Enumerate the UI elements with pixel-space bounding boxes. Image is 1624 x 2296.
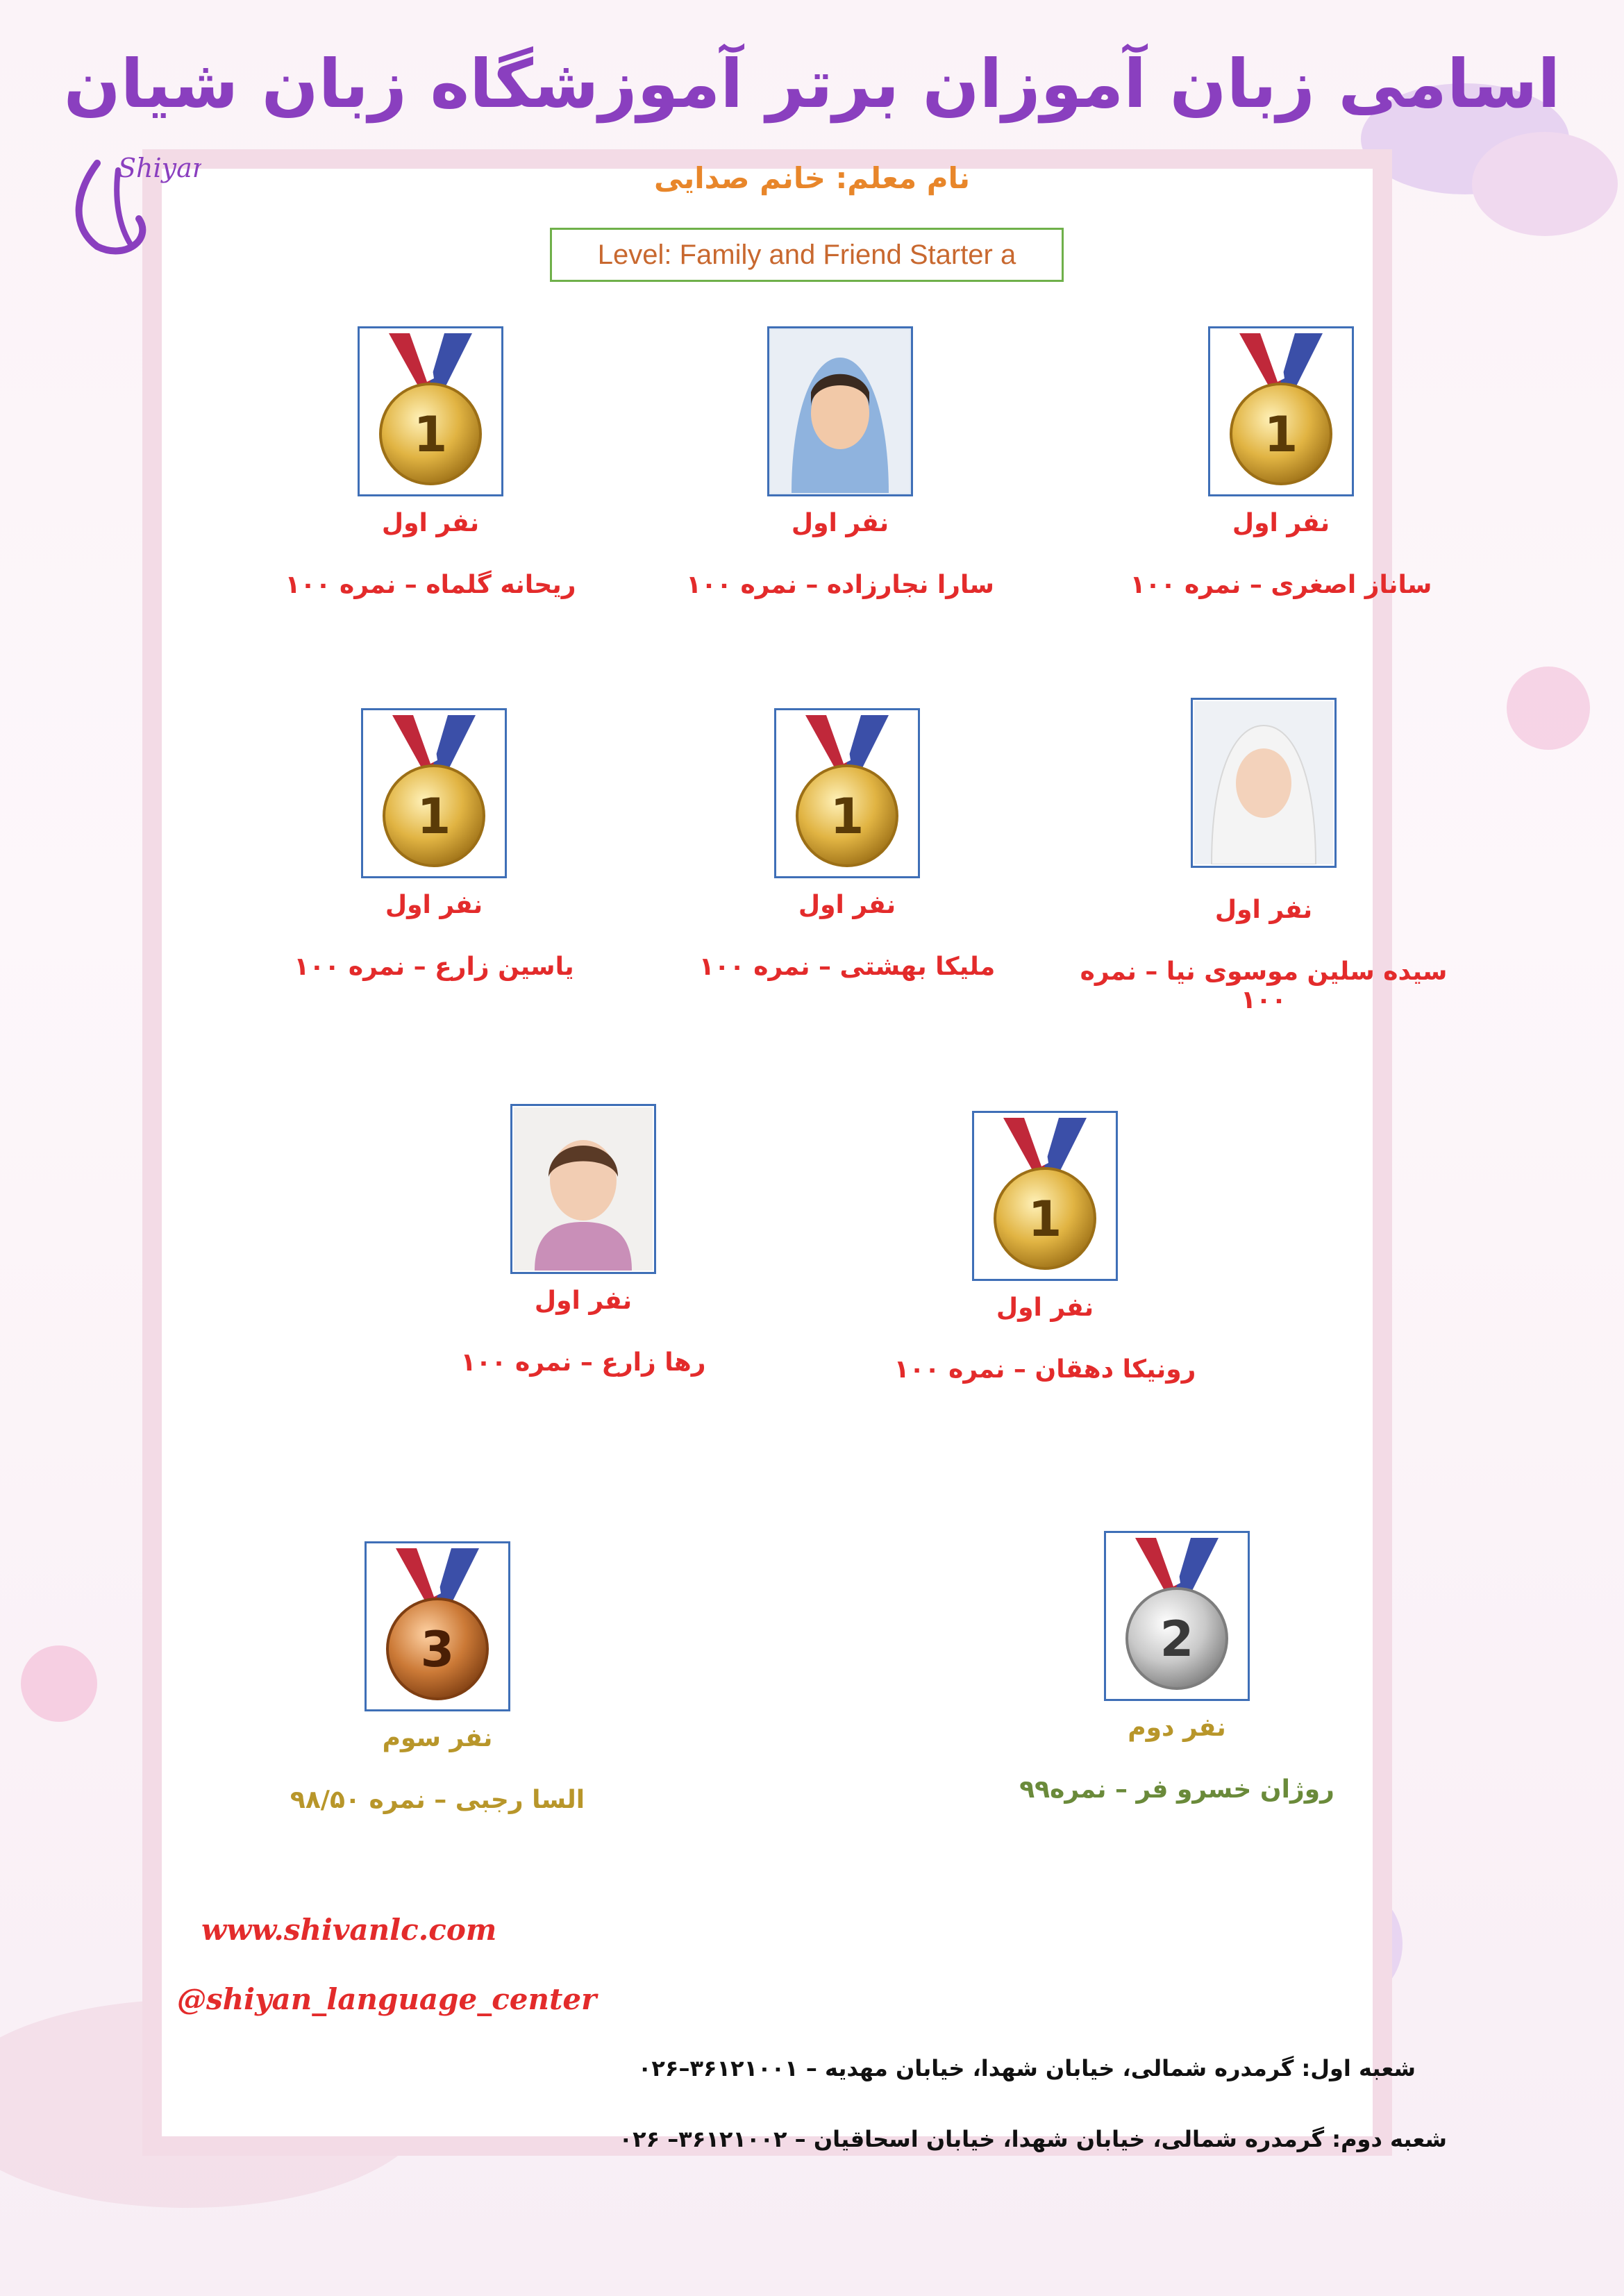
- svg-text:Shiyan: Shiyan: [118, 153, 201, 183]
- student-card: [226, 708, 642, 981]
- silver-medal-icon: [1104, 1531, 1250, 1701]
- student-name-score: روژان خسرو فر – نمره۹۹: [1019, 1775, 1334, 1804]
- student-card: [375, 1104, 792, 1377]
- balloon-decoration: [21, 1645, 97, 1722]
- svg-text:1: 1: [830, 788, 864, 845]
- student-card: [639, 708, 1055, 981]
- student-photo: [767, 326, 913, 496]
- svg-text:1: 1: [1264, 406, 1298, 463]
- balloon-decoration: [1507, 667, 1590, 750]
- website-link[interactable]: www.shivanlc.com: [201, 1913, 497, 1947]
- student-card: [1073, 326, 1489, 599]
- branch-address-1: شعبه اول: گرمدره شمالی، خیابان شهدا، خیابان مهدیه – ۳۶۱۲۱۰۰۱–۰۲۶: [637, 2055, 1416, 2081]
- svg-text:2: 2: [1160, 1611, 1194, 1668]
- student-card: [222, 326, 639, 599]
- gold-medal-icon: [1208, 326, 1354, 496]
- level-box: Level: Family and Friend Starter a: [550, 228, 1064, 282]
- student-rank: نفر اول: [381, 509, 480, 537]
- svg-text:1: 1: [413, 406, 448, 463]
- student-name-score: ملیکا بهشتی – نمره ۱۰۰: [698, 953, 996, 981]
- student-name-score: سیده سلین موسوی نیا – نمره ۱۰۰: [1080, 957, 1448, 1014]
- student-card: [969, 1531, 1385, 1804]
- student-card: [229, 1541, 646, 1814]
- student-rank: نفر اول: [534, 1287, 633, 1315]
- student-rank: نفر اول: [996, 1293, 1094, 1322]
- bronze-medal-icon: [365, 1541, 510, 1711]
- instagram-handle[interactable]: @shiyan_language_center: [177, 1982, 597, 2016]
- student-card: [837, 1111, 1253, 1384]
- gold-medal-icon: [972, 1111, 1118, 1281]
- student-rank: نفر اول: [1232, 509, 1330, 537]
- student-card: [1055, 698, 1472, 1014]
- student-rank: نفر دوم: [1128, 1713, 1226, 1742]
- gold-medal-icon: [774, 708, 920, 878]
- gold-medal-icon: [361, 708, 507, 878]
- student-name-score: ریحانه گلماه – نمره ۱۰۰: [285, 571, 576, 599]
- student-photo: [510, 1104, 656, 1274]
- student-name-score: رها زارع – نمره ۱۰۰: [460, 1348, 706, 1377]
- student-rank: نفر اول: [798, 891, 896, 919]
- student-name-score: سارا نجارزاده – نمره ۱۰۰: [686, 571, 994, 599]
- page-title: اسامی زبان آموزان برتر آموزشگاه زبان شیان: [63, 45, 1561, 123]
- svg-text:3: 3: [420, 1621, 455, 1678]
- student-name-score: السا رجبی – نمره ۹۸/۵۰: [290, 1786, 585, 1814]
- gold-medal-icon: [358, 326, 503, 496]
- svg-text:1: 1: [1028, 1191, 1062, 1248]
- student-rank: نفر اول: [791, 509, 889, 537]
- student-card: [632, 326, 1048, 599]
- svg-text:1: 1: [417, 788, 451, 845]
- student-photo: [1191, 698, 1337, 868]
- student-name-score: یاسین زارع – نمره ۱۰۰: [294, 953, 574, 981]
- student-name-score: رونیکا دهقان – نمره ۱۰۰: [894, 1355, 1196, 1384]
- student-rank: نفر اول: [1214, 896, 1313, 924]
- student-rank: نفر اول: [385, 891, 483, 919]
- teacher-name: نام معلم: خانم صدایی: [653, 161, 971, 195]
- student-name-score: ساناز اصغری – نمره ۱۰۰: [1130, 571, 1432, 599]
- student-rank: نفر سوم: [382, 1724, 493, 1752]
- branch-address-2: شعبه دوم: گرمدره شمالی، خیابان شهدا، خیابان اسحاقیان – ۳۶۱۲۱۰۰۲– ۰۲۶: [619, 2126, 1447, 2152]
